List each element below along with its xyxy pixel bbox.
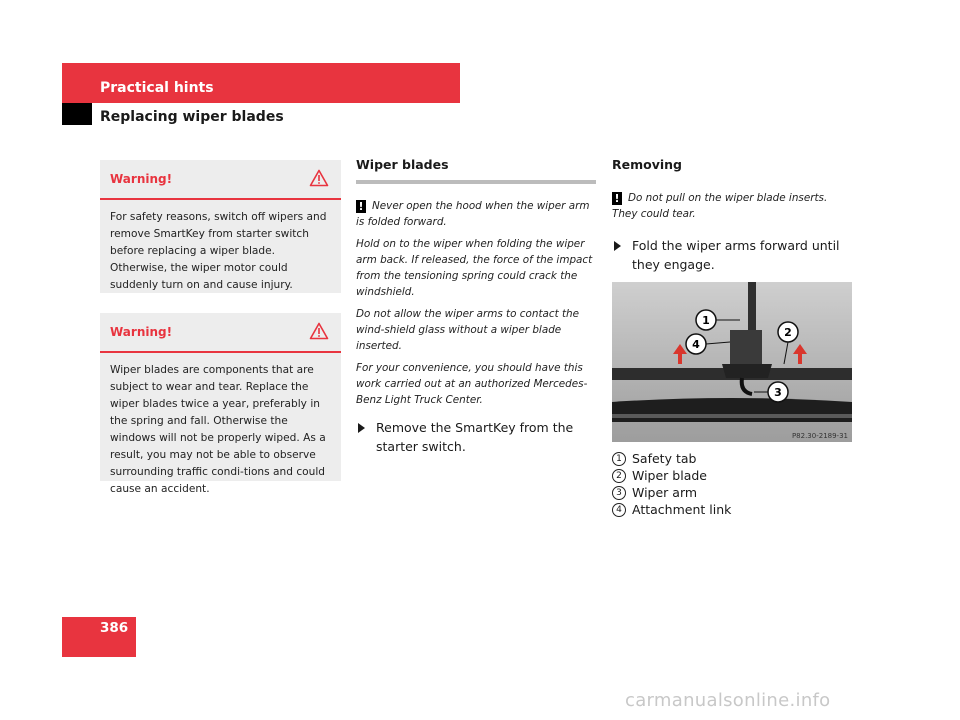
legend-number: 1: [612, 452, 626, 466]
warning-header: [100, 160, 341, 200]
caution-note: Hold on to the wiper when folding the wiper arm back. If released, the force of the impact from the tensioning spring could crack the windshield.: [356, 238, 593, 298]
legend-number: 3: [612, 486, 626, 500]
warning-box-2: [100, 313, 341, 495]
removing-section: [612, 155, 854, 518]
page-subtitle: Replacing wiper blades: [100, 109, 284, 125]
wiper-blades-section: [356, 155, 596, 456]
warning-text: Wiper blades are components that are subject to wear and tear. Replace the wiper blades twice a year, preferably in the spring and fall. Otherwise the windows will not be properly wiped. As a result, you may not be able to observe surrounding traffic condi-tions and could cause an accident.: [110, 364, 326, 495]
svg-text:3: 3: [774, 386, 782, 399]
legend-number: 2: [612, 469, 626, 483]
section-heading: Removing: [612, 157, 682, 172]
warning-title: Warning!: [110, 172, 173, 186]
legend-item: 2 Wiper blade: [612, 467, 854, 484]
warning-triangle-icon: [309, 169, 329, 187]
svg-text:1: 1: [702, 314, 710, 327]
page-number: 386: [100, 620, 129, 636]
figure-code: P82.30-2189-31: [791, 432, 848, 440]
warning-box-1: [100, 160, 341, 293]
warning-triangle-icon: [309, 322, 329, 340]
warning-title: Warning!: [110, 325, 173, 339]
instruction-step: Remove the SmartKey from the starter switch.: [356, 418, 596, 456]
svg-text:2: 2: [784, 326, 792, 339]
caution-note: Do not allow the wiper arms to contact the wind-shield glass without a wiper blade inserted.: [356, 308, 580, 352]
watermark: carmanualsonline.info: [625, 690, 831, 711]
caution-note: ! Do not pull on the wiper blade inserts. They could tear.: [612, 192, 828, 220]
legend-number: 4: [612, 503, 626, 517]
exclamation-icon: !: [612, 192, 622, 205]
caution-note: ! Never open the hood when the wiper arm is folded forward.: [356, 200, 590, 228]
section-heading: Wiper blades: [356, 157, 449, 172]
legend-item: 1 Safety tab: [612, 450, 854, 467]
section-title: Practical hints: [100, 80, 214, 96]
bullet-arrow-icon: [358, 423, 365, 433]
legend-item: 4 Attachment link: [612, 501, 854, 518]
exclamation-icon: !: [356, 200, 366, 213]
warning-header: [100, 313, 341, 353]
warning-text: For safety reasons, switch off wipers and remove SmartKey from starter switch before replacing a wiper blade. Otherwise, the wiper motor could suddenly turn on and cause injury.: [110, 211, 327, 291]
wiper-illustration: [612, 282, 852, 442]
svg-text:4: 4: [692, 338, 700, 351]
legend-item: 3 Wiper arm: [612, 484, 854, 501]
bullet-arrow-icon: [614, 241, 621, 251]
instruction-step: Fold the wiper arms forward until they engage.: [612, 236, 854, 274]
caution-note: For your convenience, you should have this work carried out at an authorized Mercedes-Benz Light Truck Center.: [356, 362, 588, 406]
subtitle-marker: [62, 103, 92, 125]
